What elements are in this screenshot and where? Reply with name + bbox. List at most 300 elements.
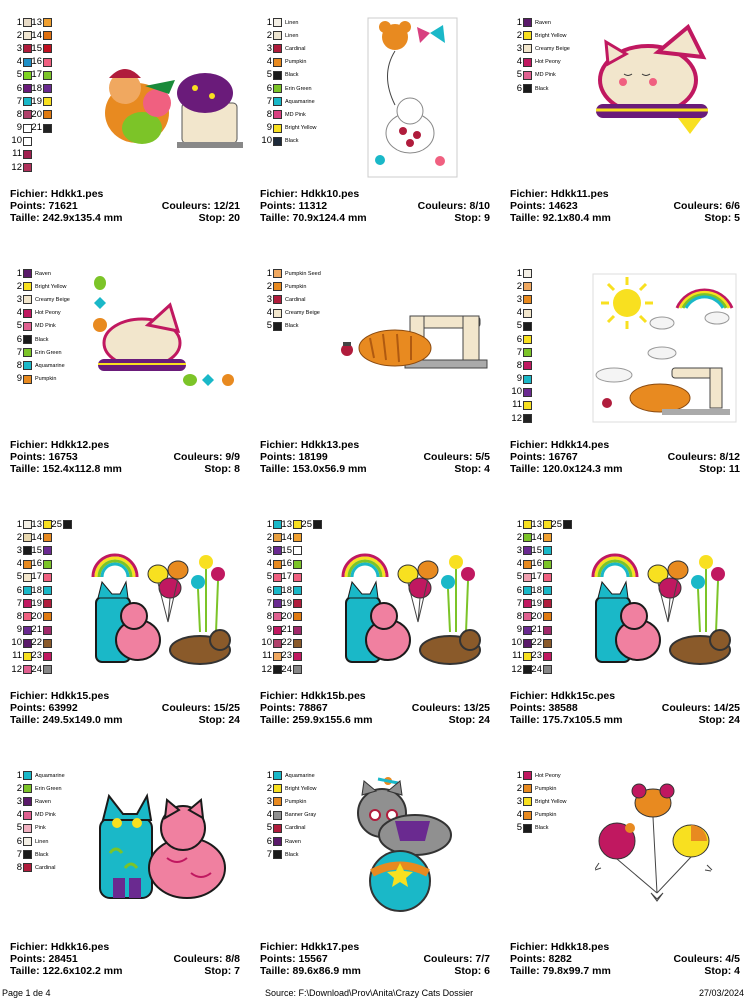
thread-color-row — [28, 650, 52, 663]
thread-swatch — [23, 348, 32, 357]
thread-color-row — [28, 584, 52, 597]
thread-number: 2 — [516, 29, 522, 41]
thread-color-row — [508, 293, 532, 306]
thread-name: Black — [285, 72, 299, 79]
thread-number: 15 — [31, 544, 42, 556]
thread-color-row — [528, 544, 552, 557]
thread-swatch — [43, 612, 52, 621]
thread-number: 11 — [262, 650, 272, 662]
thread-number: 13 — [531, 518, 542, 530]
thread-swatch — [273, 58, 282, 67]
design-card — [250, 251, 500, 502]
thread-swatch — [543, 612, 552, 621]
thread-color-row — [508, 399, 532, 412]
thread-color-row — [508, 307, 532, 320]
thread-swatch — [23, 850, 32, 859]
thread-color-row — [8, 795, 65, 808]
thread-color-row — [508, 29, 570, 42]
thread-number: 10 — [11, 637, 22, 649]
thread-number: 4 — [16, 558, 22, 570]
thread-name: Linen — [35, 838, 49, 845]
thread-name: Raven — [285, 838, 301, 845]
color-count: Couleurs: 8/8 — [173, 953, 240, 965]
thread-color-row — [8, 135, 32, 148]
thread-color-row — [28, 610, 52, 623]
thread-number: 11 — [512, 399, 522, 411]
thread-name: Black — [535, 825, 549, 832]
thread-swatch — [523, 414, 532, 423]
thread-name: Linen — [285, 19, 299, 26]
thread-swatch — [273, 322, 282, 331]
thread-number: 8 — [16, 861, 22, 873]
stop-count: Stop: 11 — [699, 463, 740, 475]
thread-number: 12 — [11, 161, 22, 173]
thread-swatch — [523, 295, 532, 304]
file-name: Fichier: Hdkk15c.pes — [510, 690, 616, 702]
thread-swatch — [273, 97, 282, 106]
thread-color-row — [508, 82, 570, 95]
thread-color-row — [258, 769, 317, 782]
thread-number: 16 — [31, 558, 42, 570]
thread-color-row — [278, 637, 302, 650]
thread-number: 3 — [516, 544, 522, 556]
thread-swatch — [43, 546, 52, 555]
thread-number: 3 — [266, 544, 272, 556]
fluffy-cat-balls-icon — [90, 273, 240, 393]
thread-swatch — [523, 44, 532, 53]
thread-number: 20 — [31, 108, 42, 120]
thread-swatch — [43, 58, 52, 67]
thread-number: 5 — [516, 822, 522, 834]
thread-name: Pink — [35, 825, 46, 832]
print-date: 27/03/2024 — [698, 988, 744, 998]
thread-number: 1 — [16, 518, 22, 530]
thread-swatch — [43, 599, 52, 608]
thread-color-row — [28, 624, 52, 637]
thread-number: 9 — [266, 122, 272, 134]
thread-number: 10 — [11, 135, 22, 147]
thread-swatch — [43, 84, 52, 93]
thread-swatch — [293, 533, 302, 542]
thread-name: Erin Green — [35, 785, 62, 792]
thread-number: 18 — [281, 584, 292, 596]
thread-color-row — [28, 42, 52, 55]
thread-name: Hot Peony — [535, 772, 561, 779]
design-card — [250, 753, 500, 1004]
thread-name: Pumpkin Seed — [285, 270, 321, 277]
thread-swatch — [273, 110, 282, 119]
thread-swatch — [543, 586, 552, 595]
design-size: Taille: 152.4x112.8 mm — [10, 463, 122, 475]
thread-number: 4 — [266, 307, 272, 319]
thread-color-row — [8, 280, 70, 293]
thread-swatch — [523, 335, 532, 344]
thread-number: 2 — [16, 782, 22, 794]
thread-number: 6 — [266, 82, 272, 94]
mouse-balloons-icon — [595, 773, 715, 918]
thread-number: 6 — [516, 333, 522, 345]
thread-color-row — [8, 822, 65, 835]
thread-name: Linen — [285, 32, 299, 39]
thread-name: Black — [285, 138, 299, 145]
file-name: Fichier: Hdkk10.pes — [260, 188, 360, 200]
thread-number: 9 — [16, 122, 22, 134]
thread-swatch — [293, 573, 302, 582]
thread-name: Bright Yellow — [535, 32, 567, 39]
thread-number: 6 — [266, 584, 272, 596]
thread-swatch — [273, 309, 282, 318]
thread-name: Creamy Beige — [285, 310, 320, 317]
thread-number: 5 — [516, 571, 522, 583]
thread-color-row — [508, 56, 570, 69]
stitch-count: Points: 8282 — [510, 953, 572, 965]
thread-number: 6 — [16, 584, 22, 596]
color-palette — [258, 518, 312, 676]
thread-number: 8 — [16, 610, 22, 622]
thread-swatch — [23, 824, 32, 833]
thread-swatch — [523, 361, 532, 370]
thread-number: 8 — [516, 359, 522, 371]
thread-number: 3 — [16, 42, 22, 54]
cat-on-ball-icon — [340, 773, 460, 918]
design-size: Taille: 175.7x105.5 mm — [510, 714, 623, 726]
cats-balloons-icon — [88, 552, 238, 672]
stop-count: Stop: 6 — [454, 965, 490, 977]
thread-swatch — [523, 309, 532, 318]
thread-name: Bright Yellow — [285, 785, 317, 792]
thread-name: Erin Green — [35, 349, 62, 356]
thread-color-row — [528, 571, 552, 584]
thread-number: 1 — [16, 769, 22, 781]
thread-number: 16 — [281, 558, 292, 570]
thread-swatch — [543, 599, 552, 608]
thread-number: 3 — [266, 42, 272, 54]
thread-color-row — [258, 29, 317, 42]
thread-color-row — [278, 610, 302, 623]
thread-swatch — [23, 282, 32, 291]
stop-count: Stop: 4 — [454, 463, 490, 475]
source-path: Source: F:\Download\Prov\Anita\Crazy Cats Dossier — [265, 988, 474, 998]
thread-swatch — [273, 824, 282, 833]
design-card — [250, 502, 500, 753]
thread-swatch — [273, 137, 282, 146]
thread-color-row — [528, 531, 552, 544]
thread-swatch — [273, 837, 282, 846]
thread-color-row — [8, 148, 32, 161]
thread-number: 25 — [551, 518, 562, 530]
thread-color-row — [8, 333, 70, 346]
page-number: Page 1 de 4 — [2, 988, 51, 998]
thread-swatch — [563, 520, 572, 529]
stitch-count: Points: 16767 — [510, 451, 578, 463]
color-count: Couleurs: 7/7 — [423, 953, 490, 965]
thread-swatch — [43, 639, 52, 648]
file-name: Fichier: Hdkk15.pes — [10, 690, 110, 702]
thread-number: 10 — [511, 637, 522, 649]
thread-name: Cardinal — [285, 45, 306, 52]
thread-name: Banner Gray — [285, 812, 317, 819]
thread-name: Pumpkin — [285, 283, 307, 290]
thread-number: 1 — [266, 769, 272, 781]
thread-number: 11 — [512, 650, 522, 662]
thread-number: 5 — [266, 822, 272, 834]
thread-swatch — [273, 295, 282, 304]
thread-number: 4 — [516, 56, 522, 68]
file-name: Fichier: Hdkk13.pes — [260, 439, 360, 451]
thread-color-row — [508, 320, 532, 333]
thread-number: 4 — [16, 809, 22, 821]
thread-swatch — [293, 652, 302, 661]
thread-number: 1 — [516, 267, 522, 279]
thread-swatch — [523, 401, 532, 410]
thread-swatch — [523, 31, 532, 40]
thread-name: Pumpkin — [535, 785, 557, 792]
stop-count: Stop: 24 — [198, 714, 240, 726]
thread-number: 5 — [266, 69, 272, 81]
thread-number: 6 — [516, 82, 522, 94]
thread-number: 23 — [31, 650, 42, 662]
thread-swatch — [273, 784, 282, 793]
sewing-cats-icon — [97, 58, 247, 158]
thread-name: Aquamarine — [35, 772, 65, 779]
thread-number: 19 — [31, 597, 42, 609]
thread-color-row — [8, 848, 65, 861]
thread-name: Creamy Beige — [535, 45, 570, 52]
design-card — [0, 251, 250, 502]
thread-number: 25 — [301, 518, 312, 530]
thread-name: MD Pink — [35, 812, 56, 819]
stop-count: Stop: 7 — [204, 965, 240, 977]
thread-swatch — [273, 269, 282, 278]
design-size: Taille: 259.9x155.6 mm — [260, 714, 373, 726]
thread-swatch — [313, 520, 322, 529]
thread-color-row — [298, 518, 322, 531]
thread-number: 7 — [16, 597, 22, 609]
thread-number: 21 — [31, 624, 42, 636]
color-palette — [8, 769, 65, 875]
thread-name: Black — [35, 336, 49, 343]
design-card — [250, 0, 500, 251]
thread-swatch — [523, 811, 532, 820]
cats-balloons-icon — [338, 552, 488, 672]
design-card — [0, 753, 250, 1004]
thread-number: 19 — [531, 597, 542, 609]
design-card — [500, 753, 750, 1004]
thread-color-row — [508, 16, 570, 29]
thread-color-row — [508, 267, 532, 280]
stitch-count: Points: 15567 — [260, 953, 328, 965]
thread-number: 19 — [31, 95, 42, 107]
thread-name: Bright Yellow — [285, 125, 317, 132]
thread-number: 1 — [16, 16, 22, 28]
thread-swatch — [273, 84, 282, 93]
thread-swatch — [23, 361, 32, 370]
thread-color-row — [258, 293, 321, 306]
stitch-count: Points: 78867 — [260, 702, 328, 714]
thread-color-row — [8, 320, 70, 333]
file-name: Fichier: Hdkk1.pes — [10, 188, 104, 200]
color-count: Couleurs: 9/9 — [173, 451, 240, 463]
thread-color-row — [258, 69, 317, 82]
thread-color-row — [28, 637, 52, 650]
thread-name: Raven — [35, 270, 51, 277]
thread-number: 7 — [16, 95, 22, 107]
thread-number: 17 — [281, 571, 292, 583]
thread-number: 24 — [281, 663, 292, 675]
design-size: Taille: 120.0x124.3 mm — [510, 463, 623, 475]
thread-number: 24 — [531, 663, 542, 675]
thread-color-row — [258, 56, 317, 69]
design-card — [500, 502, 750, 753]
thread-color-row — [8, 861, 65, 874]
thread-number: 11 — [12, 148, 22, 160]
color-palette — [8, 518, 62, 676]
thread-number: 15 — [31, 42, 42, 54]
thread-name: Cardinal — [285, 825, 306, 832]
thread-color-row — [28, 82, 52, 95]
thread-color-row — [278, 597, 302, 610]
thread-color-row — [258, 95, 317, 108]
thread-color-row — [28, 571, 52, 584]
thread-swatch — [23, 837, 32, 846]
thread-swatch — [23, 784, 32, 793]
sun-rainbow-cat-icon — [592, 273, 737, 428]
thread-name: Pumpkin — [535, 812, 557, 819]
thread-number: 1 — [16, 267, 22, 279]
thread-swatch — [293, 586, 302, 595]
stop-count: Stop: 20 — [198, 212, 240, 224]
stop-count: Stop: 24 — [698, 714, 740, 726]
thread-color-row — [258, 122, 317, 135]
thread-swatch — [23, 295, 32, 304]
thread-number: 10 — [261, 135, 272, 147]
thread-color-row — [258, 809, 317, 822]
thread-swatch — [43, 71, 52, 80]
thread-swatch — [43, 533, 52, 542]
thread-color-row — [508, 769, 567, 782]
thread-number: 12 — [511, 412, 522, 424]
thread-number: 15 — [531, 544, 542, 556]
thread-swatch — [23, 811, 32, 820]
thread-color-row — [258, 280, 321, 293]
thread-swatch — [293, 546, 302, 555]
stop-count: Stop: 4 — [704, 965, 740, 977]
thread-swatch — [523, 771, 532, 780]
thread-color-row — [8, 769, 65, 782]
thread-color-row — [508, 782, 567, 795]
stitch-count: Points: 63992 — [10, 702, 78, 714]
thread-color-row — [8, 293, 70, 306]
thread-color-row — [508, 795, 567, 808]
color-palette — [258, 16, 317, 148]
file-name: Fichier: Hdkk14.pes — [510, 439, 610, 451]
thread-number: 4 — [516, 558, 522, 570]
thread-swatch — [543, 652, 552, 661]
design-size: Taille: 153.0x56.9 mm — [260, 463, 367, 475]
thread-number: 1 — [266, 267, 272, 279]
design-card — [500, 251, 750, 502]
thread-color-row — [28, 108, 52, 121]
thread-number: 22 — [281, 637, 292, 649]
thread-color-row — [28, 558, 52, 571]
thread-name: Black — [535, 85, 549, 92]
thread-name: Hot Peony — [35, 310, 61, 317]
thread-color-row — [258, 42, 317, 55]
thread-color-row — [278, 663, 302, 676]
design-card — [0, 0, 250, 251]
design-size: Taille: 242.9x135.4 mm — [10, 212, 123, 224]
thread-color-row — [258, 782, 317, 795]
thread-color-row — [528, 663, 552, 676]
thread-number: 4 — [266, 558, 272, 570]
thread-number: 5 — [16, 320, 22, 332]
thread-name: Raven — [35, 798, 51, 805]
thread-number: 3 — [516, 42, 522, 54]
thread-number: 13 — [31, 16, 42, 28]
thread-swatch — [523, 269, 532, 278]
thread-color-row — [28, 122, 52, 135]
color-count: Couleurs: 12/21 — [161, 200, 240, 212]
thread-color-row — [28, 56, 52, 69]
thread-number: 7 — [516, 597, 522, 609]
thread-name: MD Pink — [35, 323, 56, 330]
color-count: Couleurs: 8/10 — [417, 200, 490, 212]
thread-swatch — [293, 560, 302, 569]
thread-number: 17 — [31, 69, 42, 81]
thread-color-row — [8, 307, 70, 320]
thread-color-row — [258, 795, 317, 808]
thread-swatch — [23, 375, 32, 384]
thread-number: 18 — [31, 584, 42, 596]
color-count: Couleurs: 8/12 — [667, 451, 740, 463]
thread-number: 9 — [266, 624, 272, 636]
thread-number: 9 — [516, 624, 522, 636]
thread-color-row — [508, 42, 570, 55]
thread-number: 14 — [31, 29, 42, 41]
thread-color-row — [258, 82, 317, 95]
thread-number: 4 — [266, 809, 272, 821]
file-name: Fichier: Hdkk17.pes — [260, 941, 360, 953]
thread-swatch — [43, 110, 52, 119]
thread-number: 25 — [51, 518, 62, 530]
thread-name: Aquamarine — [285, 772, 315, 779]
thread-color-row — [508, 373, 532, 386]
thread-swatch — [23, 309, 32, 318]
thread-number: 7 — [516, 346, 522, 358]
thread-swatch — [43, 31, 52, 40]
thread-swatch — [273, 44, 282, 53]
thread-swatch — [543, 573, 552, 582]
thread-number: 11 — [12, 650, 22, 662]
thread-color-row — [528, 584, 552, 597]
thread-name: Cardinal — [35, 864, 56, 871]
thread-swatch — [273, 124, 282, 133]
thread-name: Aquamarine — [285, 98, 315, 105]
thread-number: 18 — [31, 82, 42, 94]
thread-swatch — [523, 375, 532, 384]
thread-color-row — [508, 412, 532, 425]
thread-swatch — [523, 784, 532, 793]
thread-number: 8 — [266, 610, 272, 622]
thread-color-row — [528, 558, 552, 571]
thread-swatch — [543, 533, 552, 542]
thread-name: Cardinal — [285, 296, 306, 303]
color-count: Couleurs: 14/25 — [661, 702, 740, 714]
thread-number: 14 — [281, 531, 292, 543]
thread-color-row — [28, 69, 52, 82]
thread-swatch — [543, 560, 552, 569]
thread-number: 1 — [516, 518, 522, 530]
